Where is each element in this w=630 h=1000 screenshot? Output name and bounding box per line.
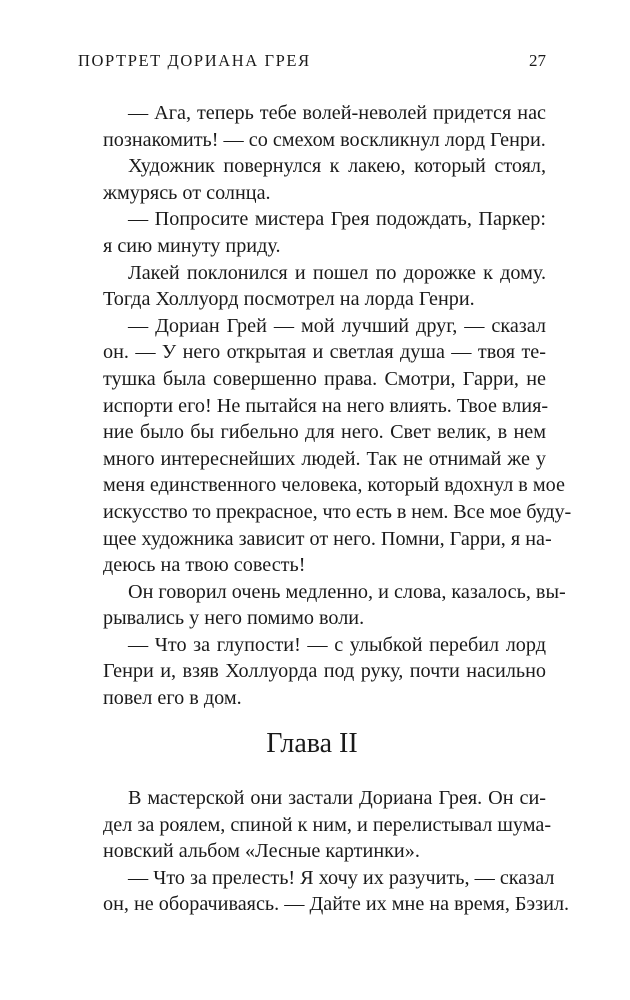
text-line: я сию минуту приду. <box>103 234 281 257</box>
text-line: Тогда Холлуорд посмотрел на лорда Генри. <box>103 288 475 311</box>
text-line: щее художника зависит от него. Помни, Гарри, я на- <box>103 527 552 550</box>
chapter-text <box>78 785 570 918</box>
text-line: он. — У него открытая и светлая душа — твоя те- <box>103 341 546 364</box>
text-line: В мастерской они застали Дориана Грея. Он си- <box>128 787 546 809</box>
paragraph <box>78 313 572 579</box>
text-line: деюсь на твою совесть! <box>103 554 306 577</box>
paragraph <box>78 632 546 712</box>
text-line: дел за роялем, спиной к ним, и перелистывал шума- <box>103 813 552 836</box>
text-line: ние было бы гибельно для него. Свет велик, в нем <box>103 421 546 444</box>
text-line: — Попросите мистера Грея подождать, Паркер: <box>128 208 546 231</box>
text-line: Художник повернулся к лакею, который стоял, <box>128 155 546 178</box>
text-line: Он говорил очень медленно, и слова, казалось, вы- <box>128 580 566 603</box>
text-line: искусство то прекрасное, что есть в нем. Все мое буду- <box>103 500 572 523</box>
text-line: Генри и, взяв Холлуорда под руку, почти насильно <box>103 660 546 683</box>
text-line: — Дориан Грей — мой лучший друг, — сказал <box>128 314 546 337</box>
paragraph <box>78 260 546 313</box>
paragraph <box>78 206 546 259</box>
text-line: новский альбом «Лесные картинки». <box>103 840 420 863</box>
text-line: — Ага, теперь тебе волей-неволей придется нас <box>128 102 546 124</box>
text-line: — Что за прелесть! Я хочу их разучить, — сказал <box>128 866 555 889</box>
paragraph <box>78 579 566 632</box>
text-line: меня единственного человека, который вдохнул в мое <box>103 474 565 497</box>
paragraph <box>78 785 552 865</box>
main-text <box>78 100 572 712</box>
running-title: ПОРТРЕТ ДОРИАНА ГРЕЯ <box>78 51 311 70</box>
paragraph <box>78 865 570 918</box>
chapter-heading: Глава II <box>266 728 358 759</box>
text-line: познакомить! — со смехом воскликнул лорд Генри. <box>103 128 546 151</box>
text-line: рывались у него помимо воли. <box>103 607 365 630</box>
text-line: — Что за глупости! — с улыбкой перебил лорд <box>128 633 546 656</box>
text-line: Лакей поклонился и пошел по дорожке к дому. <box>128 261 546 284</box>
text-line: жмурясь от солнца. <box>103 181 271 204</box>
paragraph <box>78 100 546 153</box>
running-header <box>78 51 546 75</box>
text-line: тушка была совершенно права. Смотри, Гарри, не <box>103 367 546 390</box>
page-number: 27 <box>529 51 546 70</box>
text-line: много интереснейших людей. Так не отнимай же у <box>103 447 546 470</box>
text-line: он, не оборачиваясь. — Дайте их мне на время, Бэзил. <box>103 893 570 916</box>
text-line: испорти его! Не пытайся на него влиять. Твое влия- <box>103 394 549 417</box>
text-line: повел его в дом. <box>103 687 242 710</box>
paragraph <box>78 153 546 206</box>
